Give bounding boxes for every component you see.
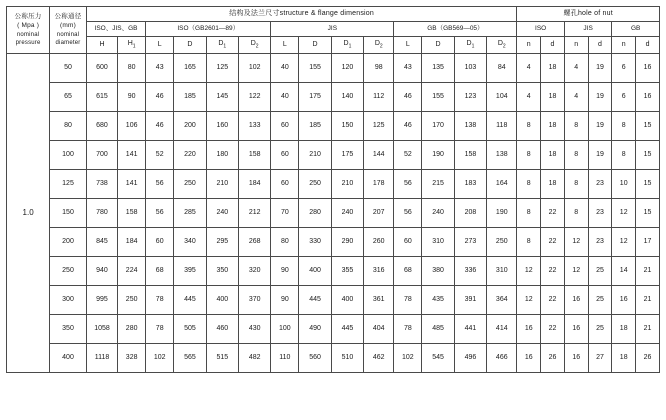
table-cell: 102	[394, 344, 422, 373]
table-cell: 212	[238, 199, 270, 228]
pressure-unit: ( Mpa )	[17, 21, 40, 29]
table-cell: 700	[86, 141, 117, 170]
table-cell: 22	[541, 199, 565, 228]
header-col-l-gb: L	[394, 37, 422, 54]
table-cell: 56	[394, 199, 422, 228]
table-cell: 200	[174, 112, 206, 141]
table-cell: 8	[564, 170, 588, 199]
table-cell: 46	[146, 112, 174, 141]
header-col-l-iso: L	[146, 37, 174, 54]
header-col-l-jis: L	[271, 37, 299, 54]
table-cell: 155	[422, 83, 454, 112]
table-cell: 445	[299, 286, 331, 315]
table-cell: 125	[364, 112, 394, 141]
table-body	[7, 54, 660, 373]
table-row	[7, 257, 660, 286]
table-cell: 46	[146, 83, 174, 112]
table-row	[7, 199, 660, 228]
table-cell: 98	[364, 54, 394, 83]
table-cell: 84	[487, 54, 517, 83]
table-cell: 60	[271, 112, 299, 141]
table-cell: 68	[394, 257, 422, 286]
table-cell: 185	[174, 83, 206, 112]
table-cell: 445	[331, 315, 363, 344]
table-cell: 615	[86, 83, 117, 112]
table-cell: 22	[541, 315, 565, 344]
table-cell: 12	[564, 228, 588, 257]
table-cell: 170	[422, 112, 454, 141]
table-cell: 4	[517, 54, 541, 83]
table-cell: 15	[636, 199, 660, 228]
table-cell: 112	[364, 83, 394, 112]
table-cell: 78	[394, 286, 422, 315]
header-row-columns	[7, 37, 660, 54]
table-cell: 485	[422, 315, 454, 344]
table-cell: 391	[454, 286, 486, 315]
table-cell: 400	[206, 286, 238, 315]
table-cell: 122	[238, 83, 270, 112]
table-cell: 125	[206, 54, 238, 83]
table-cell: 175	[331, 141, 363, 170]
nominal-diameter-value: 50	[50, 54, 87, 83]
table-cell: 23	[588, 199, 612, 228]
table-cell: 370	[238, 286, 270, 315]
table-cell: 8	[517, 199, 541, 228]
table-row	[7, 141, 660, 170]
pressure-label-cn: 公称压力	[14, 13, 42, 21]
table-cell: 780	[86, 199, 117, 228]
header-col-h1-sub: 1	[132, 43, 136, 50]
table-cell: 16	[517, 315, 541, 344]
table-cell: 183	[454, 170, 486, 199]
table-cell: 18	[612, 315, 636, 344]
table-cell: 545	[422, 344, 454, 373]
table-cell: 123	[454, 83, 486, 112]
table-cell: 23	[588, 170, 612, 199]
table-cell: 208	[454, 199, 486, 228]
table-cell: 280	[299, 199, 331, 228]
diameter-unit: (mm)	[60, 21, 76, 29]
table-row	[7, 83, 660, 112]
table-cell: 466	[487, 344, 517, 373]
diameter-label-en1: nominal	[56, 31, 80, 38]
table-cell: 106	[118, 112, 146, 141]
table-cell: 250	[118, 286, 146, 315]
table-cell: 184	[238, 170, 270, 199]
table-cell: 496	[454, 344, 486, 373]
table-cell: 16	[636, 54, 660, 83]
header-col-d-jis: D	[299, 37, 331, 54]
nominal-diameter-value: 100	[50, 141, 87, 170]
table-cell: 250	[299, 170, 331, 199]
table-cell: 364	[487, 286, 517, 315]
table-cell: 460	[206, 315, 238, 344]
table-cell: 78	[146, 315, 174, 344]
table-cell: 8	[517, 228, 541, 257]
table-row	[7, 286, 660, 315]
table-cell: 15	[636, 170, 660, 199]
table-cell: 273	[454, 228, 486, 257]
table-cell: 16	[564, 286, 588, 315]
table-cell: 738	[86, 170, 117, 199]
table-cell: 43	[146, 54, 174, 83]
table-cell: 240	[422, 199, 454, 228]
header-standard-gb: GB	[612, 22, 660, 37]
table-cell: 4	[564, 54, 588, 83]
nominal-diameter-value: 400	[50, 344, 87, 373]
table-cell: 18	[612, 344, 636, 373]
table-cell: 18	[541, 170, 565, 199]
table-cell: 16	[564, 344, 588, 373]
table-cell: 310	[487, 257, 517, 286]
table-cell: 250	[487, 228, 517, 257]
table-cell: 4	[564, 83, 588, 112]
header-row-standards	[7, 22, 660, 37]
table-cell: 15	[636, 141, 660, 170]
table-cell: 110	[271, 344, 299, 373]
table-cell: 336	[454, 257, 486, 286]
table-cell: 414	[487, 315, 517, 344]
table-cell: 18	[541, 83, 565, 112]
table-cell: 940	[86, 257, 117, 286]
table-cell: 22	[541, 228, 565, 257]
header-standard-jis: JIS	[271, 22, 394, 37]
table-cell: 10	[612, 170, 636, 199]
table-cell: 90	[118, 83, 146, 112]
table-cell: 90	[271, 286, 299, 315]
table-cell: 175	[299, 83, 331, 112]
table-cell: 52	[146, 141, 174, 170]
table-cell: 22	[541, 257, 565, 286]
table-cell: 8	[564, 112, 588, 141]
table-cell: 190	[487, 199, 517, 228]
table-cell: 56	[146, 170, 174, 199]
diameter-label-cn: 公称通径	[54, 13, 82, 21]
header-col-n-iso: n	[517, 37, 541, 54]
table-cell: 1118	[86, 344, 117, 373]
table-cell: 78	[394, 315, 422, 344]
header-row-groups	[7, 7, 660, 22]
table-cell: 220	[174, 141, 206, 170]
table-cell: 103	[454, 54, 486, 83]
table-cell: 22	[541, 286, 565, 315]
header-standard-iso-jis-gb: ISO、JIS、GB	[86, 22, 145, 37]
table-cell: 240	[206, 199, 238, 228]
table-cell: 17	[636, 228, 660, 257]
header-group-structure: 结构及法兰尺寸structure & flange dimension	[86, 7, 517, 22]
nominal-diameter-value: 65	[50, 83, 87, 112]
table-cell: 40	[271, 83, 299, 112]
table-cell: 260	[364, 228, 394, 257]
table-cell: 43	[394, 54, 422, 83]
table-cell: 207	[364, 199, 394, 228]
table-cell: 164	[487, 170, 517, 199]
table-cell: 15	[636, 112, 660, 141]
table-cell: 26	[541, 344, 565, 373]
pressure-label-en2: pressure	[15, 39, 41, 46]
table-cell: 320	[238, 257, 270, 286]
header-col-d-hole-iso: d	[541, 37, 565, 54]
table-row	[7, 315, 660, 344]
table-cell: 40	[271, 54, 299, 83]
table-cell: 295	[206, 228, 238, 257]
table-cell: 158	[118, 199, 146, 228]
table-cell: 90	[271, 257, 299, 286]
table-cell: 184	[118, 228, 146, 257]
header-col-h1: $H_1$	[118, 37, 146, 54]
table-cell: 19	[588, 112, 612, 141]
table-cell: 60	[146, 228, 174, 257]
table-cell: 285	[174, 199, 206, 228]
table-cell: 380	[422, 257, 454, 286]
table-cell: 210	[206, 170, 238, 199]
table-cell: 441	[454, 315, 486, 344]
header-col-d1-gb: $D_1$	[454, 37, 486, 54]
table-cell: 104	[487, 83, 517, 112]
table-cell: 16	[636, 83, 660, 112]
nominal-diameter-value: 200	[50, 228, 87, 257]
table-cell: 23	[588, 228, 612, 257]
table-cell: 215	[422, 170, 454, 199]
table-cell: 56	[394, 170, 422, 199]
table-cell: 178	[364, 170, 394, 199]
table-cell: 80	[118, 54, 146, 83]
table-cell: 135	[422, 54, 454, 83]
table-cell: 1058	[86, 315, 117, 344]
table-cell: 26	[636, 344, 660, 373]
table-cell: 21	[636, 315, 660, 344]
header-col-d-hole-gb: d	[636, 37, 660, 54]
table-cell: 310	[422, 228, 454, 257]
table-cell: 27	[588, 344, 612, 373]
table-cell: 21	[636, 286, 660, 315]
table-cell: 25	[588, 315, 612, 344]
table-cell: 155	[299, 54, 331, 83]
table-cell: 565	[174, 344, 206, 373]
table-cell: 435	[422, 286, 454, 315]
header-col-d-hole-jis: d	[588, 37, 612, 54]
table-cell: 4	[517, 83, 541, 112]
table-cell: 138	[487, 141, 517, 170]
table-cell: 8	[517, 112, 541, 141]
nominal-diameter-value: 300	[50, 286, 87, 315]
table-cell: 12	[612, 228, 636, 257]
table-cell: 404	[364, 315, 394, 344]
table-cell: 144	[364, 141, 394, 170]
table-cell: 316	[364, 257, 394, 286]
table-cell: 845	[86, 228, 117, 257]
table-cell: 210	[331, 170, 363, 199]
table-cell: 6	[612, 54, 636, 83]
table-cell: 400	[331, 286, 363, 315]
header-standard-jis2: JIS	[564, 22, 611, 37]
table-cell: 16	[564, 315, 588, 344]
table-cell: 6	[612, 83, 636, 112]
nominal-diameter-value: 150	[50, 199, 87, 228]
table-cell: 46	[394, 83, 422, 112]
table-cell: 180	[206, 141, 238, 170]
header-col-d2-jis: $D_2$	[364, 37, 394, 54]
table-cell: 995	[86, 286, 117, 315]
header-cell-pressure	[7, 7, 50, 54]
table-row	[7, 344, 660, 373]
header-standard-iso: ISO	[517, 22, 564, 37]
table-cell: 8	[517, 170, 541, 199]
table-cell: 52	[394, 141, 422, 170]
table-cell: 120	[331, 54, 363, 83]
header-col-n-gb: n	[612, 37, 636, 54]
table-cell: 328	[118, 344, 146, 373]
table-cell: 18	[541, 54, 565, 83]
table-cell: 8	[564, 199, 588, 228]
table-cell: 210	[299, 141, 331, 170]
table-cell: 165	[174, 54, 206, 83]
header-group-hole: 螺孔hole of nut	[517, 7, 660, 22]
table-cell: 18	[541, 112, 565, 141]
table-cell: 510	[331, 344, 363, 373]
table-cell: 361	[364, 286, 394, 315]
nominal-pressure-value: 1.0	[7, 54, 50, 373]
header-col-d-iso: D	[174, 37, 206, 54]
table-row	[7, 54, 660, 83]
table-cell: 70	[271, 199, 299, 228]
table-cell: 46	[394, 112, 422, 141]
table-cell: 680	[86, 112, 117, 141]
table-cell: 190	[422, 141, 454, 170]
table-cell: 12	[612, 199, 636, 228]
table-cell: 280	[118, 315, 146, 344]
table-cell: 250	[174, 170, 206, 199]
table-cell: 16	[517, 344, 541, 373]
table-cell: 12	[517, 286, 541, 315]
table-cell: 80	[271, 228, 299, 257]
table-cell: 268	[238, 228, 270, 257]
nominal-diameter-value: 250	[50, 257, 87, 286]
table-cell: 160	[206, 112, 238, 141]
table-cell: 355	[331, 257, 363, 286]
table-cell: 18	[541, 141, 565, 170]
flange-dimension-table	[6, 6, 660, 373]
table-cell: 8	[517, 141, 541, 170]
table-cell: 350	[206, 257, 238, 286]
table-cell: 482	[238, 344, 270, 373]
table-cell: 25	[588, 257, 612, 286]
table-cell: 56	[146, 199, 174, 228]
table-cell: 78	[146, 286, 174, 315]
table-cell: 19	[588, 141, 612, 170]
table-cell: 158	[454, 141, 486, 170]
header-standard-gb569: GB（GB569—05）	[394, 22, 517, 37]
header-col-d1-iso: $D_1$	[206, 37, 238, 54]
header-col-n-jis: n	[564, 37, 588, 54]
table-cell: 19	[588, 54, 612, 83]
nominal-diameter-value: 350	[50, 315, 87, 344]
header-standard-iso2601: ISO（GB2601—89）	[146, 22, 271, 37]
table-cell: 8	[612, 141, 636, 170]
table-cell: 12	[564, 257, 588, 286]
table-cell: 102	[238, 54, 270, 83]
table-cell: 515	[206, 344, 238, 373]
table-cell: 395	[174, 257, 206, 286]
table-cell: 240	[331, 199, 363, 228]
header-cell-diameter	[50, 7, 87, 54]
table-row	[7, 228, 660, 257]
table-cell: 16	[612, 286, 636, 315]
table-row	[7, 170, 660, 199]
table-cell: 102	[146, 344, 174, 373]
table-cell: 600	[86, 54, 117, 83]
table-cell: 141	[118, 170, 146, 199]
header-col-d-gb: D	[422, 37, 454, 54]
table-cell: 224	[118, 257, 146, 286]
table-cell: 340	[174, 228, 206, 257]
table-cell: 145	[206, 83, 238, 112]
table-cell: 185	[299, 112, 331, 141]
nominal-diameter-value: 125	[50, 170, 87, 199]
table-cell: 430	[238, 315, 270, 344]
table-cell: 21	[636, 257, 660, 286]
table-cell: 60	[271, 170, 299, 199]
table-cell: 140	[331, 83, 363, 112]
table-cell: 400	[299, 257, 331, 286]
table-cell: 8	[612, 112, 636, 141]
table-head	[7, 7, 660, 54]
table-cell: 462	[364, 344, 394, 373]
header-col-d2-gb: $D_2$	[487, 37, 517, 54]
table-cell: 560	[299, 344, 331, 373]
nominal-diameter-value: 80	[50, 112, 87, 141]
pressure-label-en1: nominal	[16, 31, 40, 38]
table-cell: 14	[612, 257, 636, 286]
table-cell: 133	[238, 112, 270, 141]
table-cell: 19	[588, 83, 612, 112]
table-cell: 150	[331, 112, 363, 141]
table-cell: 60	[271, 141, 299, 170]
table-row	[7, 112, 660, 141]
table-cell: 60	[394, 228, 422, 257]
table-cell: 12	[517, 257, 541, 286]
table-cell: 8	[564, 141, 588, 170]
table-cell: 445	[174, 286, 206, 315]
table-cell: 68	[146, 257, 174, 286]
header-col-d2-iso: $D_2$	[238, 37, 270, 54]
table-cell: 118	[487, 112, 517, 141]
table-cell: 25	[588, 286, 612, 315]
table-cell: 141	[118, 141, 146, 170]
table-cell: 505	[174, 315, 206, 344]
table-cell: 490	[299, 315, 331, 344]
table-cell: 138	[454, 112, 486, 141]
table-cell: 290	[331, 228, 363, 257]
table-cell: 330	[299, 228, 331, 257]
table-cell: 158	[238, 141, 270, 170]
diameter-label-en2: diameter	[55, 39, 81, 46]
table-cell: 100	[271, 315, 299, 344]
header-col-h: H	[86, 37, 117, 54]
header-col-d1-jis: $D_1$	[331, 37, 363, 54]
